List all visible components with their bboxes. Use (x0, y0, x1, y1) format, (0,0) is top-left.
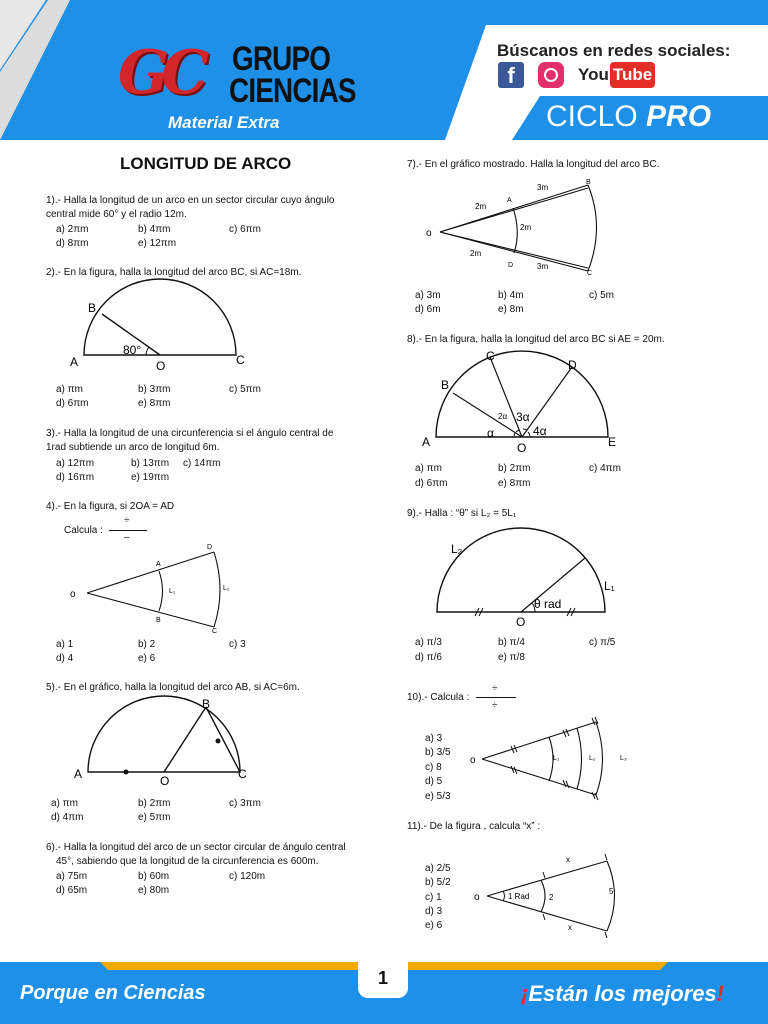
material-label: Material Extra (168, 113, 280, 132)
p4-label-d: D (207, 544, 213, 551)
p11-label-x-top: x (566, 855, 570, 864)
facebook-icon[interactable]: f (498, 62, 524, 88)
p8-semicircle-figure (415, 348, 630, 458)
social-label: Búscanos en redes sociales: (497, 41, 731, 60)
p7-label-3m-bottom: 3m (537, 262, 549, 271)
p6-option-d: d) 65m (56, 885, 88, 896)
p2-option-b: b) 3πm (138, 384, 171, 395)
p9-option-d: d) π/6 (415, 652, 442, 663)
p10-label-l1: L₁ (553, 755, 560, 762)
header-banner (0, 0, 768, 140)
p8-angle-3alpha: 3α (516, 410, 530, 424)
p11-label-rad: 1 Rad (508, 892, 530, 901)
instagram-icon[interactable] (538, 62, 564, 88)
p2-option-c: c) 5πm (229, 384, 261, 395)
p5-semicircle-figure (60, 694, 260, 789)
p1-statement-1: 1).- Halla la longitud de un arco en un sector circular cuyo ángulo (46, 195, 335, 206)
p6-option-e: e) 80m (138, 885, 170, 896)
p3-option-b: b) 13πm (131, 458, 170, 469)
p1-statement-2: central mide 60° y el radio 12m. (46, 209, 187, 220)
p8-label-e: E (608, 435, 617, 449)
p8-option-c: c) 4πm (589, 463, 621, 474)
p10-option-a: a) 3 (425, 733, 443, 744)
p10-option-e: e) 5/3 (425, 791, 451, 802)
p4-option-a: a) 1 (56, 639, 74, 650)
p8-label-d: D (568, 358, 577, 372)
p4-option-b: b) 2 (138, 639, 156, 650)
p4-frac-top: ÷ (124, 515, 130, 526)
p3-option-e: e) 19πm (131, 472, 170, 483)
p11-option-b: b) 5/2 (425, 877, 451, 888)
p9-semicircle-figure (420, 528, 625, 630)
p6-statement-2: 45°, sabiendo que la longitud de la circunferencia es 600m. (56, 856, 319, 867)
p5-label-o: O (160, 774, 170, 788)
p8-option-e: e) 8πm (498, 478, 531, 489)
p10-frac-bot: ÷ (492, 700, 498, 711)
p2-statement: 2).- En la figura, halla la longitud del arco BC, si AC=18m. (46, 267, 302, 278)
p6-option-b: b) 60m (138, 871, 170, 882)
p7-label-d: D (508, 262, 514, 269)
p2-label-o: O (156, 359, 166, 373)
p4-label-b: B (156, 617, 161, 624)
p2-option-d: d) 6πm (56, 398, 89, 409)
p9-angle-theta: θ rad (534, 597, 562, 611)
p9-label-l1: L₁ (604, 579, 615, 593)
p4-label-c: C (212, 628, 218, 635)
p6-statement-1: 6).- Halla la longitud del arco de un sector circular de ángulo central (46, 842, 346, 853)
p7-label-3m-top: 3m (537, 183, 549, 192)
p10-sector-figure (465, 715, 635, 800)
footer-slogan-left: Porque en Ciencias (20, 982, 206, 1004)
p8-option-b: b) 2πm (498, 463, 531, 474)
p7-label-a: A (507, 197, 512, 204)
p8-angle-alpha: α (487, 426, 494, 440)
p5-label-a: A (74, 767, 83, 781)
p11-statement: 11).- De la figura , calcula “x” : (407, 821, 541, 832)
p2-option-a: a) πm (56, 384, 83, 395)
p10-label-o: o (470, 755, 476, 766)
p7-label-2m-mid: 2m (520, 223, 532, 232)
p10-option-c: c) 8 (425, 762, 442, 773)
p4-statement: 4).- En la figura, si 2OA = AD (46, 501, 175, 512)
p11-sector-figure (470, 850, 635, 935)
p11-option-e: e) 6 (425, 920, 443, 931)
ciclo-pro-label: CICLO PRO (546, 100, 712, 133)
p8-label-a: A (422, 435, 431, 449)
p8-label-o: O (517, 441, 527, 455)
p2-option-e: e) 8πm (138, 398, 171, 409)
p7-statement: 7).- En el gráfico mostrado. Halla la longitud del arco BC. (407, 159, 660, 170)
p10-label-l2: L₂ (589, 755, 596, 762)
p4-label-o: o (70, 589, 76, 600)
p7-label-c: C (587, 270, 593, 277)
p1-option-d: d) 8πm (56, 238, 89, 249)
p7-label-b: B (586, 179, 591, 186)
p7-option-e: e) 8m (498, 304, 524, 315)
p4-label-a: A (156, 561, 161, 568)
p8-statement: 8).- En la figura, halla la longitud del arco BC si AE = 20m. (407, 334, 665, 345)
p3-statement-2: 1rad subtiende un arco de longitud 6m. (46, 442, 220, 453)
p10-frac-line (476, 697, 516, 698)
p5-option-e: e) 5πm (138, 812, 171, 823)
p9-option-a: a) π/3 (415, 637, 442, 648)
p6-option-a: a) 75m (56, 871, 88, 882)
p5-option-d: d) 4πm (51, 812, 84, 823)
p9-label-o: O (516, 615, 526, 629)
p2-label-a: A (70, 355, 79, 369)
p2-semicircle-figure (60, 280, 260, 375)
p2-label-b: B (88, 301, 97, 315)
p5-option-b: b) 2πm (138, 798, 171, 809)
footer-slogan-right: ¡Están los mejores! (521, 981, 724, 1006)
p3-option-a: a) 12πm (56, 458, 95, 469)
p8-option-a: a) πm (415, 463, 442, 474)
p5-option-a: a) πm (51, 798, 78, 809)
p11-option-d: d) 3 (425, 906, 443, 917)
p4-frac-bot: – (124, 532, 130, 543)
p4-label-l1: L₁ (169, 588, 176, 595)
p1-option-c: c) 6πm (229, 224, 261, 235)
p10-frac-top: ÷ (492, 683, 498, 694)
p4-option-c: c) 3 (229, 639, 246, 650)
p3-option-d: d) 16πm (56, 472, 95, 483)
p11-option-c: c) 1 (425, 892, 442, 903)
brand-logo-mark: GC (118, 38, 201, 108)
p11-label-two: 2 (549, 893, 554, 902)
p7-option-c: c) 5m (589, 290, 614, 301)
p4-option-d: d) 4 (56, 653, 74, 664)
p3-statement-1: 3).- Halla la longitud de una circunferencia si el ángulo central de (46, 428, 334, 439)
p3-option-c: c) 14πm (183, 458, 221, 469)
p7-sector-figure (420, 175, 610, 280)
p10-option-d: d) 5 (425, 776, 443, 787)
p4-calcula: Calcula : (64, 525, 103, 536)
p1-option-a: a) 2πm (56, 224, 89, 235)
p11-label-x-bottom: x (568, 923, 572, 932)
brand-name-line2: CIENCIAS (229, 72, 356, 110)
p1-option-e: e) 12πm (138, 238, 177, 249)
p2-angle: 80° (123, 343, 142, 357)
p7-label-o: o (426, 228, 432, 239)
brand-name-line1: GRUPO (232, 40, 331, 78)
p5-statement: 5).- En el gráfico, halla la longitud del arco AB, si AC=6m. (46, 682, 300, 693)
youtube-icon[interactable]: You Tube (578, 62, 655, 88)
p8-angle-4alpha: 4α (533, 424, 547, 438)
p8-label-b: B (441, 378, 450, 392)
p11-label-five: 5 (609, 887, 614, 896)
p9-label-l2: L₂ (451, 542, 463, 556)
p8-option-d: d) 6πm (415, 478, 448, 489)
p7-option-a: a) 3m (415, 290, 441, 301)
p2-label-c: C (236, 353, 245, 367)
p9-option-e: e) π/8 (498, 652, 525, 663)
p9-statement: 9).- Halla : “θ” si L₂ = 5L₁ (407, 508, 517, 519)
p8-label-c: C (486, 349, 495, 363)
p9-option-b: b) π/4 (498, 637, 525, 648)
p7-option-d: d) 6m (415, 304, 441, 315)
p10-option-b: b) 3/5 (425, 747, 451, 758)
page-title: LONGITUD DE ARCO (120, 154, 292, 173)
p5-option-c: c) 3πm (229, 798, 261, 809)
p7-label-2m-bottom: 2m (470, 249, 482, 258)
p1-option-b: b) 4πm (138, 224, 171, 235)
p5-label-c: C (238, 767, 247, 781)
p7-option-b: b) 4m (498, 290, 524, 301)
p4-option-e: e) 6 (138, 653, 156, 664)
p7-label-2m-top: 2m (475, 202, 487, 211)
p9-option-c: c) π/5 (589, 637, 616, 648)
page-number: 1 (358, 960, 408, 998)
p6-option-c: c) 120m (229, 871, 266, 882)
p10-statement: 10).- Calcula : (407, 692, 470, 703)
p10-label-l3: L₃ (620, 755, 627, 762)
p5-label-b: B (202, 697, 211, 711)
p4-label-l2: L₂ (223, 585, 230, 592)
p4-sector-figure (60, 540, 240, 635)
p11-option-a: a) 2/5 (425, 863, 451, 874)
p11-label-o: o (474, 892, 480, 903)
p8-angle-2alpha: 2α (498, 412, 508, 421)
